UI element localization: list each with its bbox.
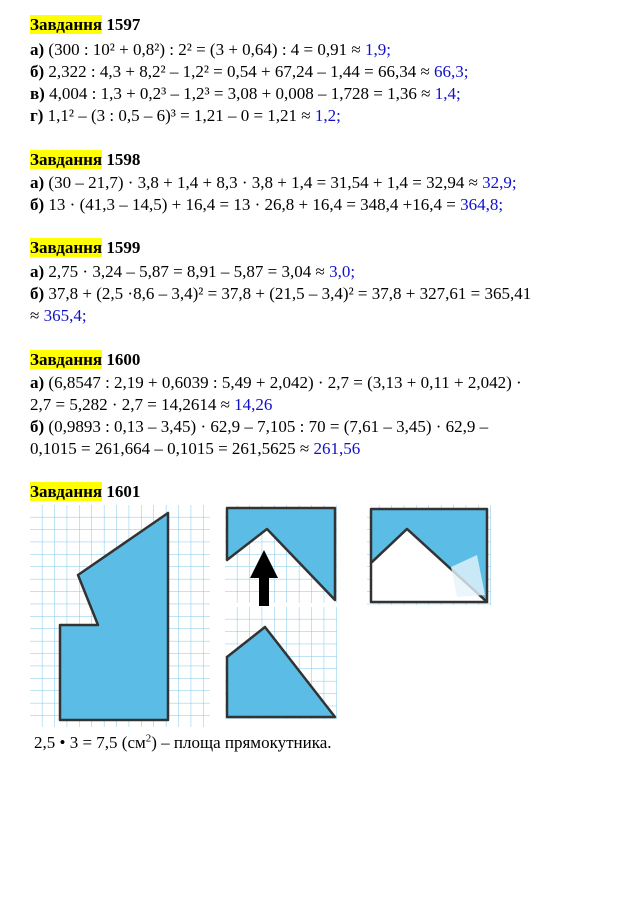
task-title-1598 <box>30 150 140 170</box>
area-caption: 2,5 • 3 = 7,5 $(см^2)$ – площа прямокутника. <box>34 732 332 752</box>
task-1600-line-b2: 0,1015 = 261,664 – 0,1015 = 261,5625 ≈ 261,56 <box>30 439 361 458</box>
task-1598-line-a: а) (30 – 21,7) · 3,8 + 1,4 + 8,3 · 3,8 + 1,4 = 31,54 + 1,4 = 32,94 ≈ 32,9; <box>30 173 517 192</box>
task-1599-line-b2: ≈ 365,4; <box>30 306 87 325</box>
task-label: Завдання <box>30 350 103 369</box>
task-title-1600 <box>30 350 140 370</box>
task-number: 1597 <box>106 15 141 34</box>
task-title-1597 <box>30 15 140 35</box>
task-label: Завдання <box>30 238 103 257</box>
task-1597-line-d: г) 1,1² – (3 : 0,5 – 6)³ = 1,21 – 0 = 1,21 ≈ 1,2; <box>30 106 341 125</box>
task-title-1601 <box>30 482 140 502</box>
task-1597-line-a: а) (300 : 10² + 0,8²) : 2² = (3 + 0,64) : 4 = 0,91 ≈ 1,9; <box>30 40 391 59</box>
task-1600-line-a2: 2,7 = 5,282 · 2,7 = 14,2614 ≈ 14,26 <box>30 395 273 414</box>
figure-top-piece <box>225 505 337 603</box>
task-1599-line-b: б) 37,8 + (2,5 ·8,6 – 3,4)² = 37,8 + (21,5 – 3,4)² = 37,8 + 327,61 = 365,41 <box>30 284 532 303</box>
task-label: Завдання <box>30 15 103 34</box>
task-number: 1600 <box>106 350 141 369</box>
task-1600-line-a: а) (6,8547 : 2,19 + 0,6039 : 5,49 + 2,042) · 2,7 = (3,13 + 0,11 + 2,042) · <box>30 373 522 392</box>
task-number: 1598 <box>106 150 141 169</box>
task-1597-line-c: в) 4,004 : 1,3 + 0,2³ – 1,2³ = 3,08 + 0,008 – 1,728 = 1,36 ≈ 1,4; <box>30 84 461 103</box>
figure-bottom-piece <box>225 607 337 719</box>
task-1599-line-a: а) 2,75 · 3,24 – 5,87 = 8,91 – 5,87 = 3,04 ≈ 3,0; <box>30 262 356 281</box>
task-number: 1599 <box>106 238 141 257</box>
task-label: Завдання <box>30 482 103 501</box>
task-1600-line-b: б) (0,9893 : 0,13 – 3,45) · 62,9 – 7,105 : 70 = (7,61 – 3,45) · 62,9 – <box>30 417 489 436</box>
task-1597-line-b: б) 2,322 : 4,3 + 8,2² – 1,2² = 0,54 + 67,24 – 1,44 = 66,34 ≈ 66,3; <box>30 62 469 81</box>
task-label: Завдання <box>30 150 103 169</box>
task-title-1599 <box>30 238 140 258</box>
figure-original-shape <box>30 505 210 727</box>
arrow-up-icon <box>248 548 280 608</box>
task-number: 1601 <box>106 482 141 501</box>
figure-assembled-rectangle <box>367 505 491 605</box>
task-1598-line-b: б) 13 · (41,3 – 14,5) + 16,4 = 13 · 26,8 + 16,4 = 348,4 +16,4 = 364,8; <box>30 195 504 214</box>
